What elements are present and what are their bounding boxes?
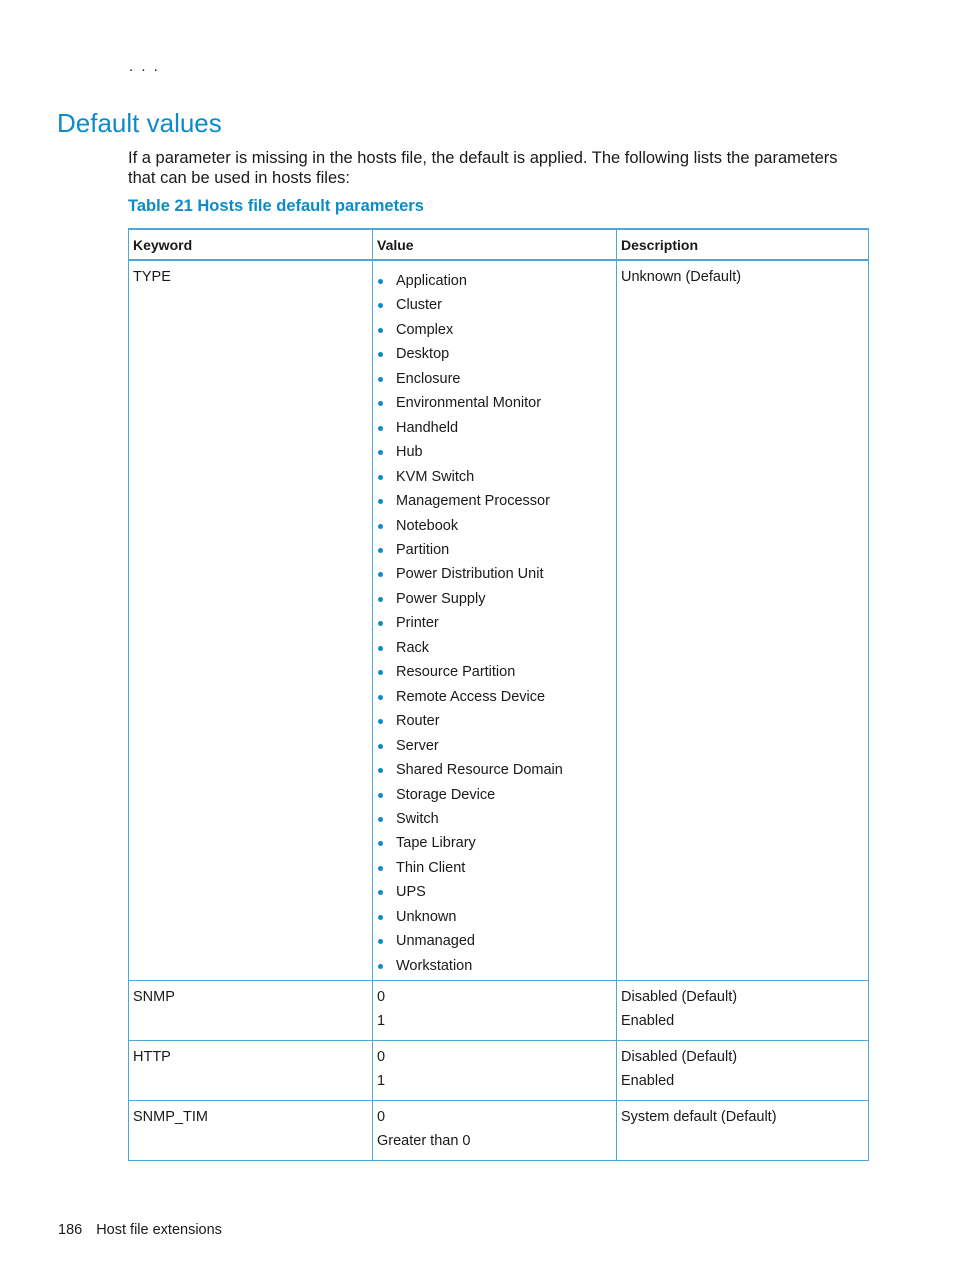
list-item-label: Server	[396, 737, 439, 754]
bullet-icon	[378, 303, 383, 308]
bullet-icon	[378, 915, 383, 920]
section-title: Default values	[57, 108, 222, 138]
footer-section-title: Host file extensions	[96, 1222, 222, 1238]
bullet-icon	[378, 793, 383, 798]
description-text: Enabled	[621, 1012, 675, 1029]
bullet-icon	[378, 548, 383, 553]
table-row	[129, 260, 869, 981]
list-item	[377, 465, 612, 489]
table-row	[129, 981, 869, 1041]
table-header-row	[129, 229, 869, 260]
bullet-icon	[378, 450, 383, 455]
list-item	[377, 734, 612, 758]
list-item-label: Unknown	[396, 908, 457, 925]
list-item-label: Unmanaged	[396, 933, 475, 950]
list-item	[377, 489, 612, 513]
list-item	[377, 636, 612, 660]
description-text: Disabled (Default)	[621, 1049, 738, 1065]
bullet-icon	[378, 939, 383, 944]
list-item	[377, 514, 612, 538]
list-item-label: Power Distribution Unit	[396, 566, 544, 583]
keyword-cell	[129, 1041, 373, 1101]
list-item-label: Thin Client	[396, 859, 466, 876]
list-item	[377, 587, 612, 611]
header-description: Description	[617, 229, 869, 260]
value-cell	[373, 981, 617, 1041]
bullet-icon	[378, 597, 383, 602]
bullet-icon	[378, 964, 383, 969]
hosts-default-parameters-table	[128, 228, 869, 1161]
description-text: Disabled (Default)	[621, 989, 738, 1005]
list-item-label: Router	[396, 713, 440, 730]
continuation-ellipsis: . . .	[129, 58, 160, 75]
list-item-label: Resource Partition	[396, 664, 516, 681]
table-row	[129, 1041, 869, 1101]
list-item	[377, 660, 612, 684]
type-value-list	[377, 269, 612, 978]
list-item	[377, 807, 612, 831]
bullet-icon	[378, 499, 383, 504]
list-item-label: Notebook	[396, 517, 459, 534]
bullet-icon	[378, 572, 383, 577]
list-item-label: Management Processor	[396, 493, 550, 510]
list-item-label: Shared Resource Domain	[396, 762, 563, 779]
list-item	[377, 416, 612, 440]
list-item-label: Switch	[396, 810, 439, 827]
description-text: Enabled	[621, 1072, 675, 1089]
bullet-icon	[378, 328, 383, 333]
bullet-icon	[378, 621, 383, 626]
list-item-label: Complex	[396, 321, 454, 338]
list-item	[377, 269, 612, 293]
list-item-label: KVM Switch	[396, 468, 475, 485]
bullet-icon	[378, 817, 383, 822]
bullet-icon	[378, 377, 383, 382]
value-text: Greater than 0	[377, 1132, 471, 1149]
bullet-icon	[378, 719, 383, 724]
list-item	[377, 758, 612, 782]
list-item	[377, 318, 612, 342]
bullet-icon	[378, 279, 383, 284]
header-value: Value	[373, 229, 617, 260]
description-cell	[617, 260, 869, 981]
bullet-icon	[378, 524, 383, 529]
bullet-icon	[378, 866, 383, 871]
list-item	[377, 905, 612, 929]
list-item-label: Tape Library	[396, 835, 476, 852]
list-item-label: Remote Access Device	[396, 688, 546, 705]
description-cell	[617, 1101, 869, 1161]
list-item	[377, 709, 612, 733]
bullet-icon	[378, 841, 383, 846]
list-item-label: Hub	[396, 444, 423, 461]
keyword-cell	[129, 981, 373, 1041]
list-item-label: Power Supply	[396, 590, 486, 607]
list-item	[377, 856, 612, 880]
bullet-icon	[378, 695, 383, 700]
list-item-label: Environmental Monitor	[396, 395, 542, 412]
keyword-cell	[129, 260, 373, 981]
list-item-label: Storage Device	[396, 786, 496, 803]
description-cell	[617, 1041, 869, 1101]
bullet-icon	[378, 401, 383, 406]
intro-paragraph: If a parameter is missing in the hosts file, the default is applied. The following lists the parameters that can be used in hosts files:	[128, 149, 838, 187]
table-caption: Table 21 Hosts file default parameters	[128, 197, 424, 215]
page-footer	[58, 1222, 222, 1238]
list-item	[377, 538, 612, 562]
list-item-label: Cluster	[396, 297, 442, 314]
list-item-label: Enclosure	[396, 370, 461, 387]
bullet-icon	[378, 426, 383, 431]
list-item	[377, 929, 612, 953]
list-item	[377, 880, 612, 904]
bullet-icon	[378, 475, 383, 480]
keyword-cell	[129, 1101, 373, 1161]
value-cell	[373, 260, 617, 981]
bullet-icon	[378, 890, 383, 895]
description-cell	[617, 981, 869, 1041]
keyword-text: SNMP_TIM	[133, 1109, 208, 1125]
list-item-label: Application	[396, 273, 467, 289]
bullet-icon	[378, 744, 383, 749]
list-item	[377, 831, 612, 855]
bullet-icon	[378, 670, 383, 675]
list-item	[377, 611, 612, 635]
value-text: 0	[377, 1109, 386, 1125]
value-text: 0	[377, 989, 386, 1005]
list-item	[377, 440, 612, 464]
list-item-label: Desktop	[396, 346, 450, 363]
table-row	[129, 1101, 869, 1161]
description-text: System default (Default)	[621, 1109, 777, 1125]
list-item	[377, 685, 612, 709]
list-item-label: UPS	[396, 884, 426, 901]
value-cell	[373, 1101, 617, 1161]
list-item-label: Printer	[396, 615, 439, 632]
list-item-label: Handheld	[396, 419, 459, 436]
list-item	[377, 954, 612, 978]
page-number: 186	[58, 1222, 83, 1238]
list-item	[377, 293, 612, 317]
list-item	[377, 391, 612, 415]
list-item-label: Rack	[396, 639, 430, 656]
list-item	[377, 367, 612, 391]
list-item	[377, 783, 612, 807]
list-item-label: Partition	[396, 541, 450, 558]
bullet-icon	[378, 352, 383, 357]
value-text: 1	[377, 1012, 386, 1029]
value-text: 1	[377, 1072, 386, 1089]
keyword-text: SNMP	[133, 989, 175, 1005]
list-item-label: Workstation	[396, 957, 473, 974]
list-item	[377, 562, 612, 586]
keyword-text: TYPE	[133, 269, 171, 285]
value-cell	[373, 1041, 617, 1101]
bullet-icon	[378, 646, 383, 651]
keyword-text: HTTP	[133, 1049, 171, 1065]
header-keyword: Keyword	[129, 229, 373, 260]
list-item	[377, 342, 612, 366]
bullet-icon	[378, 768, 383, 773]
value-text: 0	[377, 1049, 386, 1065]
description-text: Unknown (Default)	[621, 269, 742, 285]
